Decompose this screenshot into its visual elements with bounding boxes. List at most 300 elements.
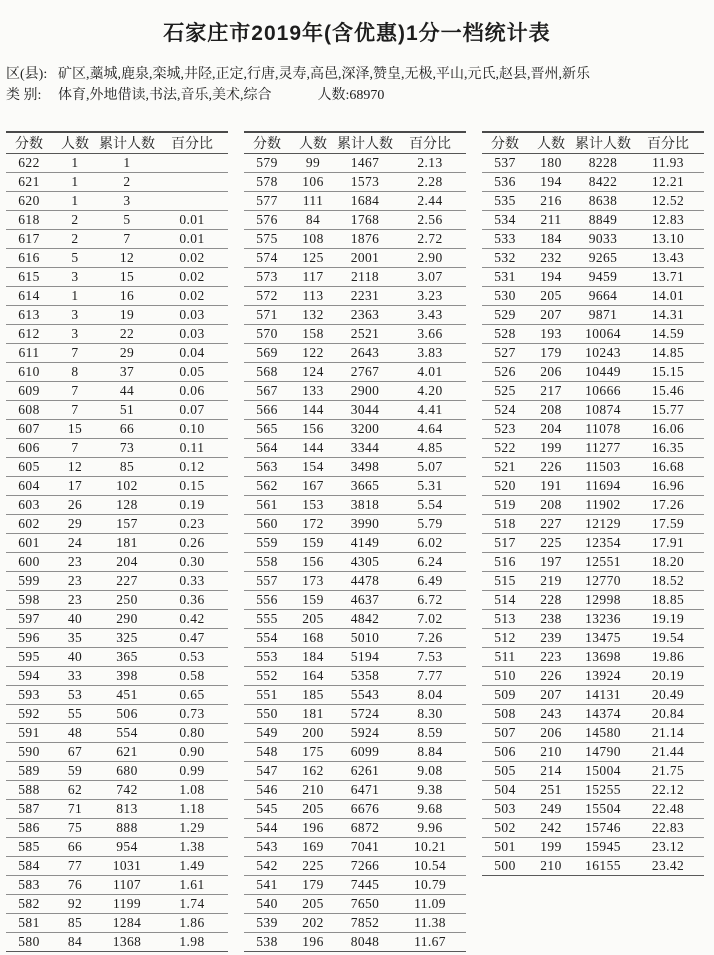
cell-count: 76 [52,876,98,895]
cell-cumulative: 2231 [336,287,394,306]
cell-cumulative: 2118 [336,268,394,287]
cell-count: 226 [528,458,574,477]
cell-count: 7 [52,439,98,458]
cell-cumulative: 16155 [574,857,632,876]
cell-percent: 2.28 [394,173,466,192]
cell-percent: 4.41 [394,401,466,420]
cell-score: 520 [482,477,528,496]
cell-count: 48 [52,724,98,743]
cell-cumulative: 22 [98,325,156,344]
cell-count: 206 [528,363,574,382]
cell-percent: 16.96 [632,477,704,496]
cell-score: 559 [244,534,290,553]
cell-score: 574 [244,249,290,268]
cell-score: 528 [482,325,528,344]
cell-score: 551 [244,686,290,705]
table-row [482,325,704,344]
cell-count: 207 [528,306,574,325]
table-row [6,420,228,439]
cell-count: 208 [528,401,574,420]
cell-percent: 23.42 [632,857,704,876]
table-row [6,458,228,477]
table-row [244,781,466,800]
table-row [6,154,228,173]
cell-count: 226 [528,667,574,686]
table-row [244,496,466,515]
cell-cumulative: 3 [98,192,156,211]
cell-count: 3 [52,325,98,344]
cell-score: 553 [244,648,290,667]
cell-percent: 10.21 [394,838,466,857]
table-row [6,895,228,914]
cell-cumulative: 6099 [336,743,394,762]
cell-cumulative: 10874 [574,401,632,420]
table-row [6,553,228,572]
cell-score: 611 [6,344,52,363]
cell-cumulative: 680 [98,762,156,781]
cell-percent: 14.01 [632,287,704,306]
cell-percent: 1.38 [156,838,228,857]
table-row [482,800,704,819]
cell-cumulative: 6872 [336,819,394,838]
table-row [482,192,704,211]
table-row [482,648,704,667]
cell-percent: 2.72 [394,230,466,249]
table-row [482,553,704,572]
table-row [244,800,466,819]
cell-cumulative: 4478 [336,572,394,591]
cell-percent: 1.08 [156,781,228,800]
table-row [6,724,228,743]
cell-cumulative: 2521 [336,325,394,344]
cell-percent: 8.04 [394,686,466,705]
header-count: 人数 [528,132,574,154]
cell-cumulative: 4149 [336,534,394,553]
cell-score: 531 [482,268,528,287]
cell-cumulative: 2 [98,173,156,192]
table-row [6,610,228,629]
cell-count: 159 [290,534,336,553]
cell-cumulative: 102 [98,477,156,496]
cell-score: 604 [6,477,52,496]
table-row [244,401,466,420]
cell-score: 580 [6,933,52,952]
table-row [244,515,466,534]
cell-score: 541 [244,876,290,895]
cell-score: 573 [244,268,290,287]
cell-count: 162 [290,762,336,781]
cell-count: 7 [52,344,98,363]
cell-cumulative: 554 [98,724,156,743]
cell-cumulative: 12 [98,249,156,268]
cell-count: 29 [52,515,98,534]
cell-percent: 12.52 [632,192,704,211]
header-count: 人数 [52,132,98,154]
cell-count: 191 [528,477,574,496]
cell-score: 549 [244,724,290,743]
cell-cumulative: 10666 [574,382,632,401]
cell-count: 156 [290,553,336,572]
cell-score: 522 [482,439,528,458]
cell-count: 205 [290,610,336,629]
cell-cumulative: 4305 [336,553,394,572]
cell-count: 173 [290,572,336,591]
cell-score: 545 [244,800,290,819]
cell-count: 33 [52,667,98,686]
cell-count: 62 [52,781,98,800]
cell-cumulative: 3044 [336,401,394,420]
table-row [6,192,228,211]
cell-count: 184 [528,230,574,249]
cell-cumulative: 10449 [574,363,632,382]
cell-cumulative: 3344 [336,439,394,458]
cell-percent: 15.77 [632,401,704,420]
cell-percent: 0.06 [156,382,228,401]
cell-score: 585 [6,838,52,857]
table-row [482,496,704,515]
table-row [6,363,228,382]
cell-cumulative: 813 [98,800,156,819]
cell-percent: 0.58 [156,667,228,686]
cell-cumulative: 5194 [336,648,394,667]
table-row [6,572,228,591]
table-row [244,306,466,325]
cell-cumulative: 15 [98,268,156,287]
table-row [244,572,466,591]
cell-cumulative: 3498 [336,458,394,477]
table-row [482,363,704,382]
cell-percent: 2.44 [394,192,466,211]
cell-percent: 11.38 [394,914,466,933]
cell-score: 534 [482,211,528,230]
cell-percent: 21.75 [632,762,704,781]
cell-count: 210 [290,781,336,800]
cell-count: 77 [52,857,98,876]
cell-percent: 0.02 [156,287,228,306]
cell-score: 542 [244,857,290,876]
table-row [6,534,228,553]
cell-percent: 13.10 [632,230,704,249]
cell-score: 571 [244,306,290,325]
table-row [482,287,704,306]
cell-cumulative: 204 [98,553,156,572]
cell-percent: 0.90 [156,743,228,762]
table-row [244,762,466,781]
table-row [244,724,466,743]
header-score: 分数 [244,132,290,154]
header-cumulative: 累计人数 [574,132,632,154]
cell-percent: 0.04 [156,344,228,363]
cell-count: 26 [52,496,98,515]
cell-percent: 19.86 [632,648,704,667]
cell-cumulative: 1368 [98,933,156,952]
cell-score: 502 [482,819,528,838]
table-row [244,420,466,439]
cell-score: 610 [6,363,52,382]
cell-score: 532 [482,249,528,268]
cell-count: 205 [528,287,574,306]
cell-score: 561 [244,496,290,515]
cell-percent [156,173,228,192]
table-row [482,705,704,724]
cell-score: 584 [6,857,52,876]
table-row [244,173,466,192]
cell-percent: 9.96 [394,819,466,838]
header-count: 人数 [290,132,336,154]
cell-cumulative: 12129 [574,515,632,534]
table-row [244,553,466,572]
table-row [244,705,466,724]
cell-count: 154 [290,458,336,477]
cell-percent: 0.73 [156,705,228,724]
cell-score: 593 [6,686,52,705]
cell-score: 609 [6,382,52,401]
cell-count: 199 [528,838,574,857]
cell-cumulative: 15004 [574,762,632,781]
cell-score: 564 [244,439,290,458]
cell-cumulative: 9265 [574,249,632,268]
category-list: 体育,外地借读,书法,音乐,美术,综合 [58,88,272,103]
cell-percent: 4.01 [394,363,466,382]
cell-cumulative: 3818 [336,496,394,515]
cell-percent: 0.11 [156,439,228,458]
cell-percent: 7.77 [394,667,466,686]
table-row [244,629,466,648]
cell-percent: 1.86 [156,914,228,933]
cell-cumulative: 7266 [336,857,394,876]
cell-percent: 0.02 [156,249,228,268]
cell-count: 200 [290,724,336,743]
cell-count: 23 [52,553,98,572]
cell-count: 211 [528,211,574,230]
cell-count: 1 [52,287,98,306]
cell-percent: 20.49 [632,686,704,705]
cell-percent: 2.13 [394,154,466,173]
cell-score: 567 [244,382,290,401]
cell-cumulative: 157 [98,515,156,534]
cell-percent: 22.83 [632,819,704,838]
cell-cumulative: 9033 [574,230,632,249]
cell-count: 55 [52,705,98,724]
cell-score: 544 [244,819,290,838]
cell-count: 53 [52,686,98,705]
cell-cumulative: 14790 [574,743,632,762]
table-row [482,249,704,268]
table-row [482,458,704,477]
table-row [244,591,466,610]
cell-count: 181 [290,705,336,724]
table-row [6,439,228,458]
cell-cumulative: 11078 [574,420,632,439]
table-row [482,762,704,781]
table-row [6,344,228,363]
table-row [482,743,704,762]
cell-score: 514 [482,591,528,610]
cell-cumulative: 8228 [574,154,632,173]
cell-percent: 3.23 [394,287,466,306]
cell-count: 217 [528,382,574,401]
cell-percent: 1.29 [156,819,228,838]
table-row [244,287,466,306]
table-row [482,306,704,325]
table-row [482,838,704,857]
cell-cumulative: 2001 [336,249,394,268]
table-row [482,591,704,610]
cell-percent: 14.59 [632,325,704,344]
table-row [244,667,466,686]
cell-percent: 3.43 [394,306,466,325]
cell-score: 556 [244,591,290,610]
cell-cumulative: 1199 [98,895,156,914]
cell-count: 2 [52,230,98,249]
table-row [244,439,466,458]
table-row [6,173,228,192]
cell-percent: 0.65 [156,686,228,705]
table-row [6,762,228,781]
table-row [244,477,466,496]
cell-cumulative: 2643 [336,344,394,363]
table-row [482,211,704,230]
cell-score: 509 [482,686,528,705]
cell-cumulative: 10064 [574,325,632,344]
cell-cumulative: 6471 [336,781,394,800]
cell-score: 608 [6,401,52,420]
table-row [482,173,704,192]
cell-percent: 2.56 [394,211,466,230]
cell-percent: 0.12 [156,458,228,477]
cell-cumulative: 7 [98,230,156,249]
table-row [6,325,228,344]
table-row [482,382,704,401]
cell-percent: 0.02 [156,268,228,287]
cell-count: 23 [52,572,98,591]
table-row [482,401,704,420]
cell-cumulative: 2767 [336,363,394,382]
header-row [6,132,228,154]
cell-cumulative: 13924 [574,667,632,686]
table-row [244,686,466,705]
cell-count: 169 [290,838,336,857]
total-count: 人数:68970 [317,88,385,103]
cell-cumulative: 6676 [336,800,394,819]
cell-percent: 19.54 [632,629,704,648]
cell-count: 225 [528,534,574,553]
cell-cumulative: 290 [98,610,156,629]
cell-count: 210 [528,857,574,876]
cell-count: 3 [52,268,98,287]
category-label: 类 别: [6,88,42,103]
cell-score: 518 [482,515,528,534]
cell-count: 153 [290,496,336,515]
table-row [244,268,466,287]
district-list: 矿区,藁城,鹿泉,栾城,井陉,正定,行唐,灵寿,高邑,深泽,赞皇,无极,平山,元氏,赵县,晋州,新乐 [58,67,590,82]
cell-percent: 17.91 [632,534,704,553]
cell-score: 605 [6,458,52,477]
cell-cumulative: 15945 [574,838,632,857]
cell-percent: 22.12 [632,781,704,800]
cell-count: 197 [528,553,574,572]
cell-score: 521 [482,458,528,477]
cell-score: 586 [6,819,52,838]
cell-count: 196 [290,819,336,838]
cell-score: 601 [6,534,52,553]
cell-count: 124 [290,363,336,382]
cell-percent: 18.52 [632,572,704,591]
cell-count: 40 [52,648,98,667]
cell-score: 506 [482,743,528,762]
cell-percent: 0.53 [156,648,228,667]
cell-percent: 12.21 [632,173,704,192]
table-row [244,857,466,876]
table-row [244,534,466,553]
cell-score: 516 [482,553,528,572]
cell-percent: 22.48 [632,800,704,819]
cell-score: 591 [6,724,52,743]
cell-cumulative: 1284 [98,914,156,933]
table-row [6,819,228,838]
cell-score: 507 [482,724,528,743]
table-row [6,743,228,762]
cell-score: 560 [244,515,290,534]
header-cumulative: 累计人数 [336,132,394,154]
cell-count: 228 [528,591,574,610]
cell-score: 530 [482,287,528,306]
cell-score: 600 [6,553,52,572]
header-cumulative: 累计人数 [98,132,156,154]
header-percent: 百分比 [156,132,228,154]
cell-percent: 0.33 [156,572,228,591]
cell-cumulative: 5010 [336,629,394,648]
table-row [6,686,228,705]
cell-cumulative: 14374 [574,705,632,724]
cell-cumulative: 1768 [336,211,394,230]
cell-count: 2 [52,211,98,230]
cell-count: 172 [290,515,336,534]
cell-score: 546 [244,781,290,800]
cell-score: 612 [6,325,52,344]
cell-score: 535 [482,192,528,211]
cell-score: 563 [244,458,290,477]
cell-score: 622 [6,154,52,173]
cell-score: 543 [244,838,290,857]
cell-score: 508 [482,705,528,724]
table-row [244,211,466,230]
cell-cumulative: 16 [98,287,156,306]
cell-cumulative: 398 [98,667,156,686]
cell-count: 242 [528,819,574,838]
cell-score: 555 [244,610,290,629]
cell-score: 547 [244,762,290,781]
cell-percent: 17.26 [632,496,704,515]
cell-score: 511 [482,648,528,667]
cell-cumulative: 8638 [574,192,632,211]
cell-score: 524 [482,401,528,420]
cell-score: 510 [482,667,528,686]
cell-percent: 15.46 [632,382,704,401]
cell-score: 517 [482,534,528,553]
cell-score: 538 [244,933,290,952]
cell-percent: 17.59 [632,515,704,534]
cell-cumulative: 1573 [336,173,394,192]
cell-count: 249 [528,800,574,819]
cell-percent: 15.15 [632,363,704,382]
cell-percent: 7.26 [394,629,466,648]
cell-cumulative: 7650 [336,895,394,914]
table-row [482,724,704,743]
header-row [482,132,704,154]
table-row [244,743,466,762]
cell-cumulative: 5358 [336,667,394,686]
